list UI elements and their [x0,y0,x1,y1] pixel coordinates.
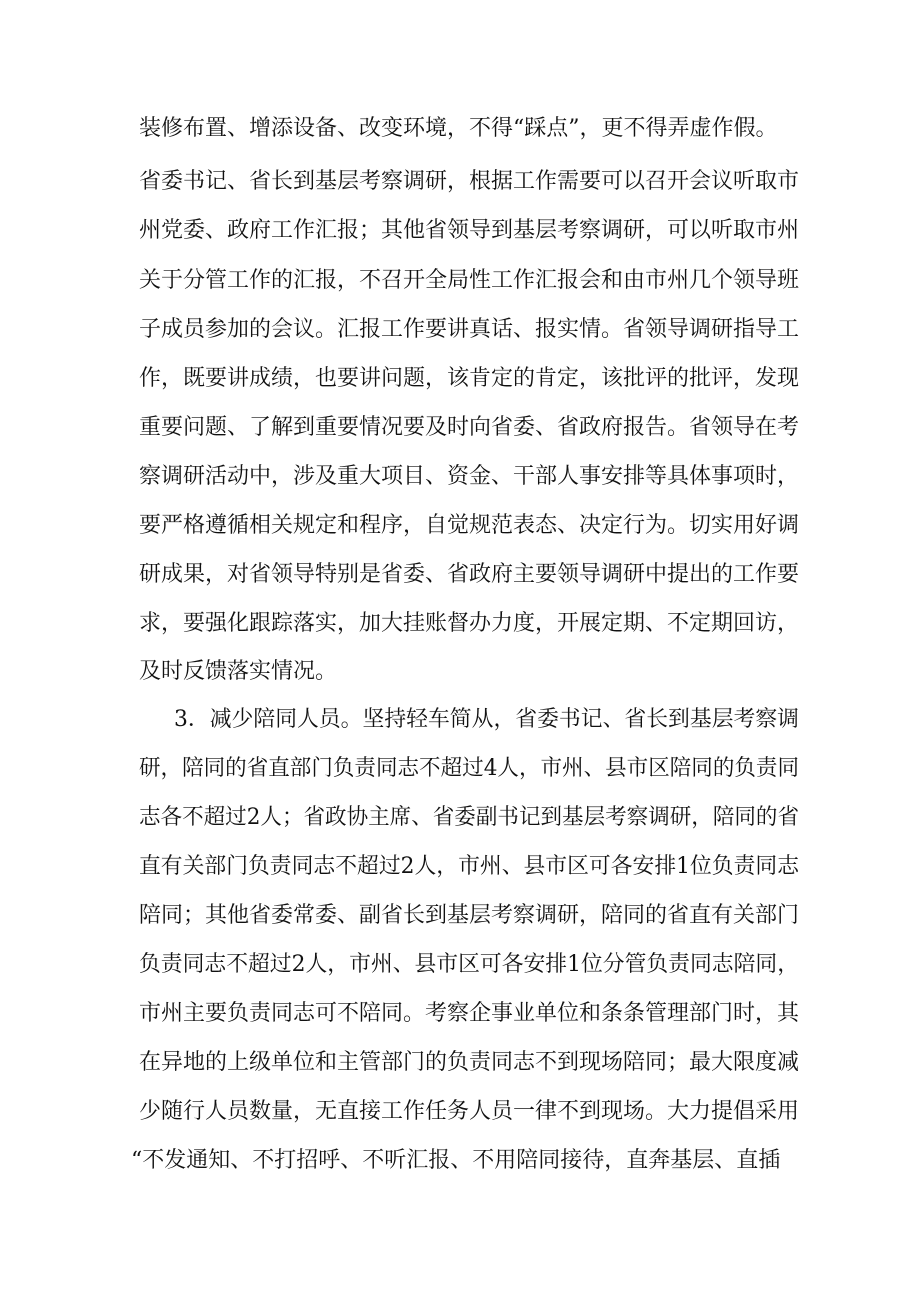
text-line: 少随行人员数量，无直接工作任务人员一律不到现场。大力提倡采用 [139,1099,800,1124]
text-line: 研，陪同的省直部门负责同志不超过4人，市州、县市区陪同的负责同 [139,756,799,781]
text-line: 3．减少陪同人员。坚持轻车简从，省委书记、省长到基层考察调 [174,707,799,732]
text-line: 研成果，对省领导特别是省委、省政府主要领导调研中提出的工作要 [139,562,800,587]
text-line: 省委书记、省长到基层考察调研，根据工作需要可以召开会议听取市 [139,169,800,194]
text-line: 子成员参加的会议。汇报工作要讲真话、报实情。省领导调研指导工 [139,317,800,342]
text-line: 作，既要讲成绩，也要讲问题，该肯定的肯定，该批评的批评，发现 [139,366,800,391]
text-line: 陪同；其他省委常委、副省长到基层考察调研，陪同的省直有关部门 [139,903,800,928]
text-line: 装修布置、增添设备、改变环境，不得“踩点”，更不得弄虚作假。 [139,116,778,141]
text-line: 及时反馈落实情况。 [139,659,338,684]
text-line: 要严格遵循相关规定和程序，自觉规范表态、决定行为。切实用好调 [139,513,800,538]
text-line: 志各不超过2人；省政协主席、省委副书记到基层考察调研，陪同的省 [139,805,799,830]
text-line: 察调研活动中，涉及重大项目、资金、干部人事安排等具体事项时， [139,464,800,489]
text-line: 市州主要负责同志可不陪同。考察企事业单位和条条管理部门时，其 [139,1001,800,1026]
text-line: 关于分管工作的汇报，不召开全局性工作汇报会和由市州几个领导班 [139,268,800,293]
text-line: 在异地的上级单位和主管部门的负责同志不到现场陪同；最大限度减 [139,1050,800,1075]
text-line: 重要问题、了解到重要情况要及时向省委、省政府报告。省领导在考 [139,415,800,440]
text-line: 负责同志不超过2人，市州、县市区可各安排1位分管负责同志陪同， [139,952,799,977]
text-line: 州党委、政府工作汇报；其他省领导到基层考察调研，可以听取市州 [139,218,800,243]
text-line: 求，要强化跟踪落实，加大挂账督办力度，开展定期、不定期回访， [139,611,800,636]
text-line: “不发通知、不打招呼、不听汇报、不用陪同接待，直奔基层、直插 [131,1148,781,1173]
text-line: 直有关部门负责同志不超过2人，市州、县市区可各安排1位负责同志 [139,854,799,879]
